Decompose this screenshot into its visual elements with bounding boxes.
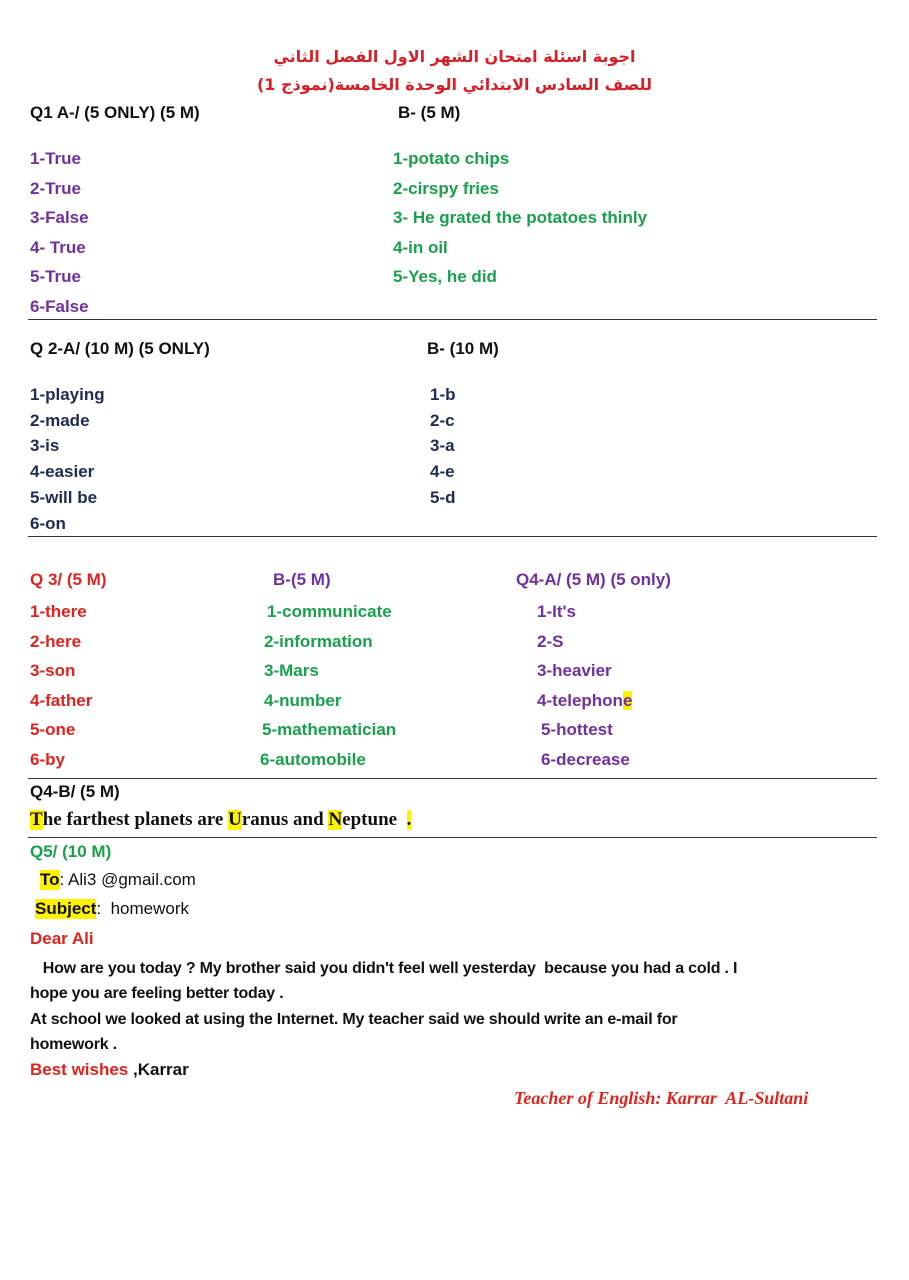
- divider: [28, 319, 877, 320]
- q5-title: Q5/ (10 M): [30, 842, 112, 861]
- answer: 3-a: [430, 436, 455, 456]
- q4-a-answers: [537, 597, 632, 775]
- answer: 2-information: [264, 631, 373, 651]
- answer: 5-Yes, he did: [393, 267, 497, 287]
- q2-b-answers: [430, 382, 456, 511]
- answer: 5-one: [30, 720, 76, 740]
- answer: 2-cirspy fries: [393, 178, 499, 198]
- signature: ,Karrar: [128, 1060, 189, 1079]
- answer: 5-mathematician: [262, 720, 397, 740]
- answer: 4-easier: [30, 462, 95, 482]
- email-to: [40, 870, 196, 890]
- answer: 5-will be: [30, 487, 98, 507]
- body-line: How are you today ? My brother said you didn't feel well yesterday because you had a cold . I: [30, 960, 738, 977]
- answer: 3-Mars: [264, 661, 319, 681]
- answer: 3-is: [30, 436, 60, 456]
- answer: 3- He grated the potatoes thinly: [393, 208, 648, 228]
- answer: 3-son: [30, 661, 76, 681]
- q4-a-title: Q4-A/ (5 M) (5 only): [516, 570, 671, 589]
- hl: U: [228, 809, 242, 830]
- answer: 3-False: [30, 208, 89, 228]
- q2-b-title: B- (10 M): [427, 339, 499, 358]
- answer: 6-on: [30, 513, 66, 533]
- q3-a-answers: [30, 597, 92, 775]
- greeting: Dear Ali: [30, 929, 94, 948]
- answer: 1-b: [430, 385, 456, 404]
- q4-b-title: Q4-B/ (5 M): [30, 782, 120, 801]
- answer-text: 4-telephon: [537, 690, 623, 710]
- answer: 1-True: [30, 149, 82, 168]
- text: ranus and: [241, 809, 329, 830]
- answer: 2-made: [30, 410, 90, 430]
- answer: 6-decrease: [541, 749, 630, 769]
- answer: 6-automobile: [260, 749, 366, 769]
- to-value: : Ali3 @gmail.com: [59, 870, 196, 889]
- answer: 2-True: [30, 178, 82, 198]
- email-subject: [35, 899, 189, 919]
- answer: 4-father: [30, 690, 93, 710]
- q2-a-answers: [30, 382, 105, 536]
- answer: 3-heavier: [537, 661, 612, 681]
- divider: [28, 778, 877, 779]
- answer: 6-by: [30, 749, 65, 769]
- q1-b-answers: [393, 144, 647, 292]
- divider: [28, 536, 877, 537]
- q3-b-title: B-(5 M): [273, 570, 331, 589]
- closing: [30, 1060, 189, 1080]
- answer: 1-playing: [30, 385, 105, 404]
- answer: 4-in oil: [393, 237, 448, 257]
- text: eptune: [342, 809, 407, 830]
- answer: 2-here: [30, 631, 82, 651]
- teacher-credit: Teacher of English: Karrar AL-Sultani: [514, 1088, 809, 1108]
- hl: T: [30, 809, 43, 830]
- q1-b-title: B- (5 M): [398, 103, 461, 122]
- hl: .: [406, 809, 412, 830]
- subject-label: Subject: [35, 899, 97, 918]
- answer: [537, 686, 632, 716]
- answer: 1-there: [30, 602, 87, 621]
- answer: 1-It's: [537, 602, 576, 621]
- closing-text: Best wishes: [30, 1060, 129, 1079]
- q1-a-answers: [30, 144, 89, 322]
- arabic-title-line2: للصف السادس الابتدائي الوحدة الخامسة(نموذج 1): [256, 75, 653, 94]
- q3-b-answers: [260, 597, 397, 775]
- body-line: hope you are feeling better today .: [30, 985, 284, 1003]
- answer: 1-potato chips: [393, 149, 510, 168]
- arabic-title-line1: اجوبة اسئلة امتحان الشهر الاول الفصل الثاني: [273, 47, 636, 66]
- answer: 4- True: [30, 237, 86, 257]
- to-label: To: [40, 870, 60, 889]
- answer: 2-S: [537, 631, 564, 651]
- q3-a-title: Q 3/ (5 M): [30, 570, 107, 589]
- hl: N: [328, 809, 343, 830]
- divider: [28, 837, 877, 838]
- answer: 6-False: [30, 296, 89, 316]
- body-line: At school we looked at using the Internet. My teacher said we should write an e-mail for: [30, 1010, 678, 1028]
- q4-b-answer: [30, 810, 411, 832]
- answer: 5-d: [430, 487, 456, 507]
- answer: 1-communicate: [267, 602, 392, 621]
- highlighted-letter: e: [622, 690, 633, 710]
- subject-value: : homework: [96, 899, 189, 918]
- body-line: homework .: [30, 1036, 117, 1054]
- answer: 5-hottest: [541, 720, 613, 740]
- answer: 2-c: [430, 410, 455, 430]
- q1-a-title: Q1 A-/ (5 ONLY) (5 M): [30, 103, 200, 122]
- answer: 4-e: [430, 462, 455, 482]
- answer: 4-number: [264, 690, 342, 710]
- text: he farthest planets are: [42, 809, 229, 830]
- q2-a-title: Q 2-A/ (10 M) (5 ONLY): [30, 339, 210, 358]
- email-body: [30, 956, 737, 1058]
- answer: 5-True: [30, 267, 82, 287]
